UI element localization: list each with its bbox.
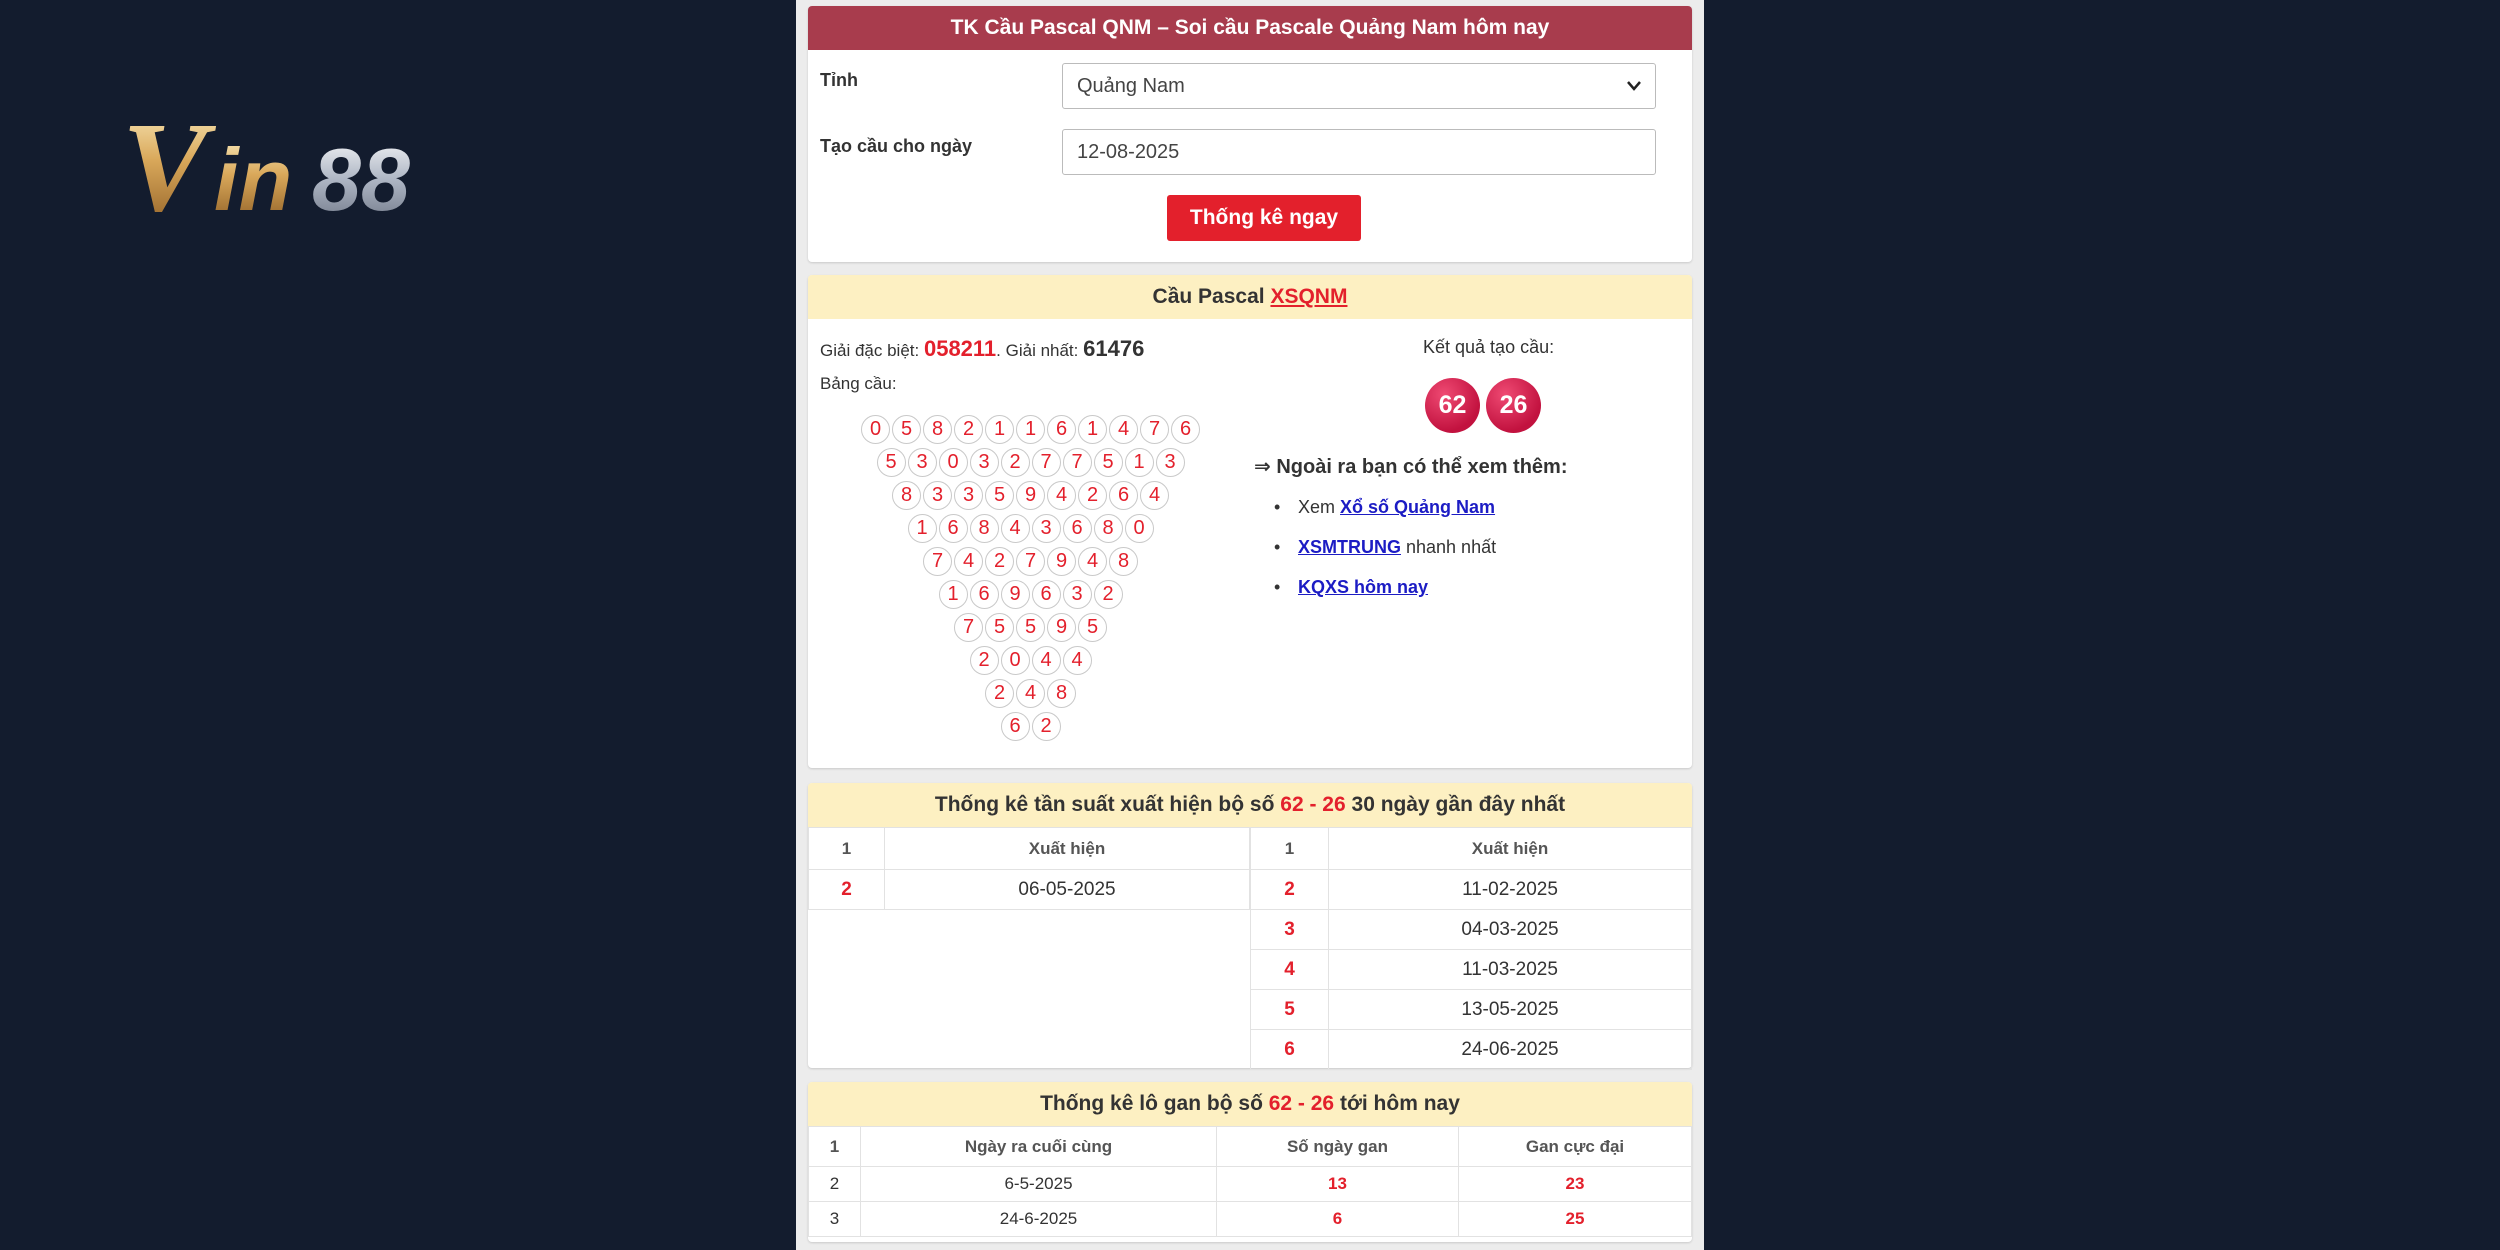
pascal-digit: 2: [985, 547, 1014, 576]
col-header: 1: [809, 1127, 861, 1167]
pascal-digit: 8: [1047, 679, 1076, 708]
special-prize-label: Giải đặc biệt:: [820, 341, 920, 360]
pascal-digit: 1: [1125, 448, 1154, 477]
province-select[interactable]: [1062, 63, 1656, 109]
pascal-digit: 2: [1078, 481, 1107, 510]
pascal-digit: 3: [908, 448, 937, 477]
col-appear-header: Xuất hiện: [1329, 828, 1692, 870]
pascal-digit: 5: [1078, 613, 1107, 642]
province-value: Quảng Nam: [1077, 75, 1185, 97]
main-panel: [796, 0, 1704, 1250]
table-row: [809, 1167, 1692, 1202]
pascal-digit: 7: [954, 613, 983, 642]
logan-title-pair: 62 - 26: [1268, 1092, 1335, 1115]
table-row: [1251, 950, 1692, 990]
pascal-digit: 9: [1047, 547, 1076, 576]
logan-cell-days: 6: [1217, 1202, 1459, 1237]
logan-cell-max: 23: [1459, 1167, 1692, 1202]
more-links-list: [1274, 497, 1497, 617]
xsmtrung-link[interactable]: XSMTRUNG: [1298, 537, 1401, 557]
table-header-row: [1251, 828, 1692, 870]
table-row: [1251, 870, 1692, 910]
pascal-digit: 6: [939, 514, 968, 543]
svg-text:V: V: [122, 108, 208, 238]
pascal-digit: 4: [1001, 514, 1030, 543]
pascal-digit: 7: [1063, 448, 1092, 477]
pascal-digit: 8: [892, 481, 921, 510]
table-row: [1251, 990, 1692, 1030]
pascal-digit: 3: [1032, 514, 1061, 543]
row-date: 06-05-2025: [885, 870, 1250, 910]
pascal-digit: 0: [939, 448, 968, 477]
pascal-table-label: Bảng cầu:: [820, 374, 897, 393]
pascal-digit: 8: [923, 415, 952, 444]
pascal-digit: 3: [1063, 580, 1092, 609]
pascal-digit: 5: [1016, 613, 1045, 642]
row-number: 5: [1251, 990, 1329, 1030]
table-header-row: [809, 1127, 1692, 1167]
pascal-digit: 4: [1032, 646, 1061, 675]
pascal-digit: 6: [970, 580, 999, 609]
logan-title-suffix: tới hôm nay: [1339, 1092, 1460, 1115]
pascal-digit: 6: [1001, 712, 1030, 741]
first-prize-value: 61476: [1083, 336, 1145, 361]
logan-card: [808, 1082, 1692, 1242]
province-label: Tỉnh: [820, 70, 858, 90]
logan-cell-n: 2: [809, 1167, 861, 1202]
row-number: 3: [1251, 910, 1329, 950]
link-prefix: Xem: [1298, 497, 1341, 517]
pascal-digit: 7: [1140, 415, 1169, 444]
result-label: Kết quả tạo cầu:: [1423, 337, 1555, 357]
col-header: Số ngày gan: [1217, 1127, 1459, 1167]
frequency-table-right: [1250, 827, 1692, 1070]
pascal-digit: 4: [1063, 646, 1092, 675]
logan-cell-n: 3: [809, 1202, 861, 1237]
logan-title-text: Thống kê lô gan bộ số: [1040, 1092, 1263, 1115]
pascal-form-card: [808, 6, 1692, 262]
pascal-digit: 8: [970, 514, 999, 543]
col-index-header: 1: [809, 828, 885, 870]
pascal-digit: 4: [1109, 415, 1138, 444]
row-date: 13-05-2025: [1329, 990, 1692, 1030]
svg-text:88: 88: [312, 130, 410, 229]
logan-title: [808, 1082, 1692, 1126]
chevron-down-icon: [1625, 64, 1643, 124]
pascal-digit: 2: [954, 415, 983, 444]
pascal-digit: 7: [1016, 547, 1045, 576]
xo-so-quang-nam-link[interactable]: Xổ số Quảng Nam: [1340, 497, 1496, 517]
form-title: TK Cầu Pascal QNM – Soi cầu Pascale Quảng Nam hôm nay: [808, 6, 1692, 50]
pascal-digit: 9: [1001, 580, 1030, 609]
col-index-header: 1: [1251, 828, 1329, 870]
row-date: 11-02-2025: [1329, 870, 1692, 910]
pascal-digit: 3: [923, 481, 952, 510]
pascal-digit: 3: [1156, 448, 1185, 477]
row-date: 11-03-2025: [1329, 950, 1692, 990]
list-item: • KQXS hôm nay: [1274, 577, 1429, 597]
more-title: ⇒ Ngoài ra bạn có thể xem thêm:: [1254, 456, 1568, 478]
frequency-title: [808, 783, 1692, 827]
pascal-digit: 0: [861, 415, 890, 444]
pascal-digit: 5: [877, 448, 906, 477]
pascal-digit: 9: [1016, 481, 1045, 510]
logan-cell-last: 24-6-2025: [861, 1202, 1217, 1237]
kqxs-hom-nay-link[interactable]: KQXS hôm nay: [1298, 577, 1429, 597]
row-number: 6: [1251, 1030, 1329, 1070]
xsqnm-link[interactable]: XSQNM: [1270, 285, 1348, 308]
pascal-digit: 4: [1078, 547, 1107, 576]
pascal-digit: 1: [908, 514, 937, 543]
pascal-digit: 6: [1047, 415, 1076, 444]
col-header: Gan cực đại: [1459, 1127, 1692, 1167]
pascal-digit: 5: [1094, 448, 1123, 477]
vin88-logo: [122, 108, 487, 238]
table-row: [809, 1202, 1692, 1237]
row-number: 2: [809, 870, 885, 910]
logan-table: [808, 1126, 1692, 1237]
pascal-digit: 3: [954, 481, 983, 510]
pascal-digit: 1: [1078, 415, 1107, 444]
pascal-digit: 5: [892, 415, 921, 444]
pascal-digit: 7: [923, 547, 952, 576]
result-ball: 62: [1425, 378, 1480, 433]
frequency-card: [808, 783, 1692, 1068]
pascal-digit: 0: [1001, 646, 1030, 675]
logan-cell-last: 6-5-2025: [861, 1167, 1217, 1202]
col-appear-header: Xuất hiện: [885, 828, 1250, 870]
logan-cell-days: 13: [1217, 1167, 1459, 1202]
pascal-digit: 6: [1109, 481, 1138, 510]
pascal-digit: 4: [1047, 481, 1076, 510]
pascal-title-text: Cầu Pascal: [1152, 285, 1265, 308]
table-row: [1251, 910, 1692, 950]
pascal-digit: 2: [1032, 712, 1061, 741]
pascal-digit: 3: [970, 448, 999, 477]
result-ball: 26: [1486, 378, 1541, 433]
pascal-digit: 7: [1032, 448, 1061, 477]
frequency-title-pair: 62 - 26: [1280, 793, 1346, 816]
pascal-digit: 4: [1016, 679, 1045, 708]
logan-cell-max: 25: [1459, 1202, 1692, 1237]
table-header-row: [809, 828, 1250, 870]
date-input[interactable]: 12-08-2025: [1062, 129, 1656, 175]
pascal-digit: 1: [939, 580, 968, 609]
pascal-digit: 6: [1032, 580, 1061, 609]
special-prize-value: 058211: [923, 336, 997, 361]
col-header: Ngày ra cuối cùng: [861, 1127, 1217, 1167]
frequency-title-suffix: 30 ngày gần đây nhất: [1351, 793, 1566, 816]
list-item: • Xem Xổ số Quảng Nam: [1274, 497, 1496, 517]
frequency-table-left: [808, 827, 1250, 910]
pascal-card: [808, 275, 1692, 768]
row-date: 04-03-2025: [1329, 910, 1692, 950]
pascal-digit: 2: [985, 679, 1014, 708]
pascal-digit: 4: [1140, 481, 1169, 510]
row-number: 2: [1251, 870, 1329, 910]
first-prize-label: . Giải nhất:: [996, 341, 1079, 360]
table-row: [809, 870, 1250, 910]
pascal-digit: 5: [985, 481, 1014, 510]
list-item: • XSMTRUNG nhanh nhất: [1274, 537, 1497, 557]
pascal-digit: 5: [985, 613, 1014, 642]
pascal-digit: 1: [985, 415, 1014, 444]
pascal-digit: 1: [1016, 415, 1045, 444]
row-date: 24-06-2025: [1329, 1030, 1692, 1070]
submit-stats-button[interactable]: Thống kê ngay: [1167, 195, 1361, 241]
table-row: [1251, 1030, 1692, 1070]
pascal-digit: 4: [954, 547, 983, 576]
pascal-digit: 8: [1094, 514, 1123, 543]
pascal-digit: 2: [970, 646, 999, 675]
pascal-digit: 9: [1047, 613, 1076, 642]
pascal-pyramid: [808, 275, 1692, 768]
vin88-logo-icon: [122, 108, 487, 238]
pascal-digit: 8: [1109, 547, 1138, 576]
frequency-title-text: Thống kê tần suất xuất hiện bộ số: [934, 793, 1275, 816]
date-label: Tạo cầu cho ngày: [820, 136, 973, 156]
pascal-digit: 6: [1063, 514, 1092, 543]
link-suffix: nhanh nhất: [1401, 537, 1497, 557]
svg-text:in: in: [214, 130, 293, 229]
pascal-digit: 2: [1094, 580, 1123, 609]
row-number: 4: [1251, 950, 1329, 990]
pascal-digit: 0: [1125, 514, 1154, 543]
pascal-digit: 6: [1171, 415, 1200, 444]
pascal-digit: 2: [1001, 448, 1030, 477]
